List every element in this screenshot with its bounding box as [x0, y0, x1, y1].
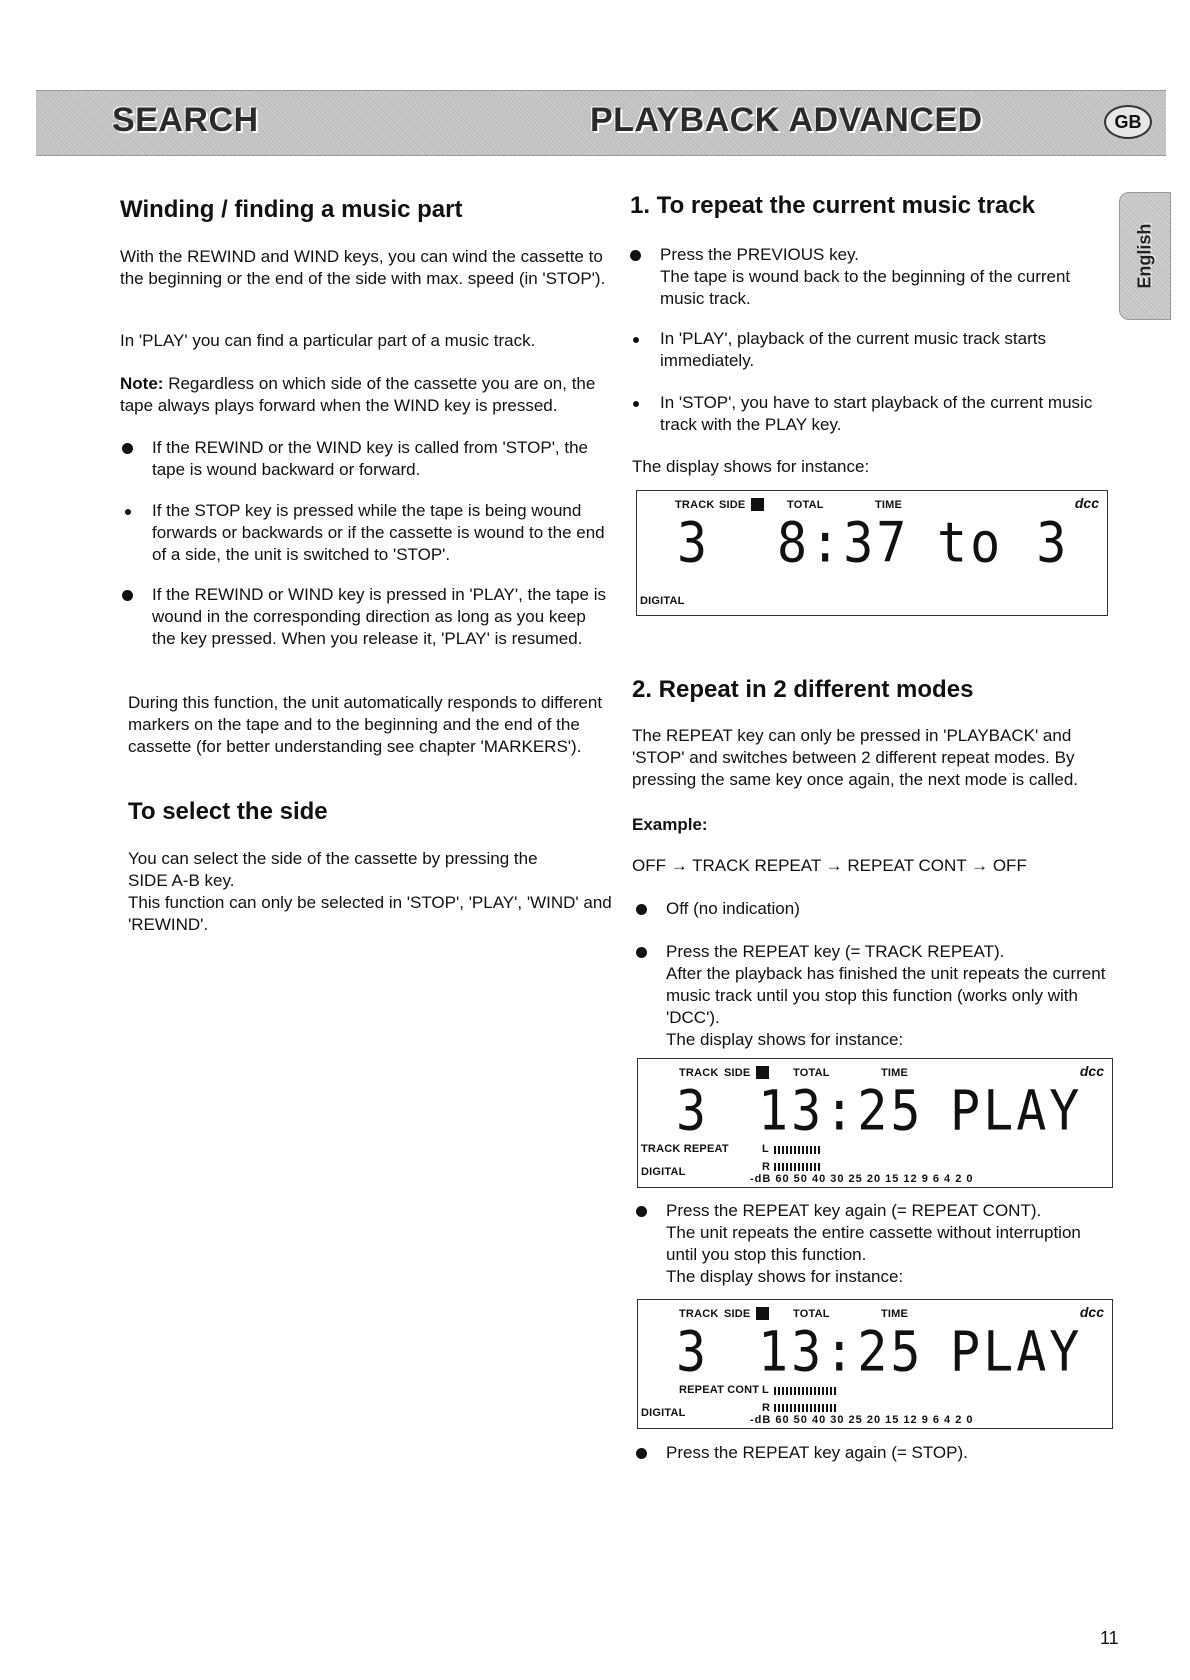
side-indicator-icon	[756, 1307, 769, 1320]
lcd-time-value: 13:25	[758, 1079, 924, 1143]
lcd-side-label: SIDE	[719, 499, 746, 511]
db-scale: -dB 60 50 40 30 25 20 15 12 9 6 4 2 0	[750, 1414, 974, 1426]
note-paragraph	[120, 373, 610, 417]
dcc-logo-icon: dcc	[1079, 1063, 1104, 1079]
note-text: Regardless on which side of the cassette you are on, the tape always plays forward when the WIND key is pressed.	[120, 374, 596, 415]
dcc-logo-icon: dcc	[1079, 1304, 1104, 1320]
lcd-track-label: TRACK	[675, 499, 715, 511]
lcd-total-label: TOTAL	[793, 1308, 830, 1320]
bullet-text: Off (no indication)	[666, 899, 800, 918]
lcd-side-label: SIDE	[724, 1067, 751, 1079]
repeat-modes-section-title: 2. Repeat in 2 different modes	[632, 676, 974, 703]
list-item	[122, 437, 612, 481]
bullet-text: Press the REPEAT key again (= REPEAT CONT).	[666, 1201, 1042, 1220]
lcd-tail-text: to 3	[937, 511, 1070, 575]
bullet-subtext: The display shows for instance:	[666, 1030, 904, 1049]
list-item	[122, 500, 612, 566]
example-label: Example:	[632, 815, 708, 834]
bullet-icon	[122, 443, 133, 454]
language-tab	[1119, 192, 1171, 320]
lcd-tail-text: PLAY	[950, 1320, 1083, 1384]
lcd-right-channel-label: R	[762, 1161, 771, 1173]
lcd-time-label: TIME	[875, 499, 903, 511]
lcd-digital-label: DIGITAL	[641, 1166, 686, 1178]
lcd-time-label: TIME	[881, 1308, 909, 1320]
lcd-track-number: 3	[677, 511, 711, 575]
lcd-time-value: 13:25	[758, 1320, 924, 1384]
bullet-icon	[636, 1448, 647, 1459]
repeat-sequence: OFF → TRACK REPEAT → REPEAT CONT → OFF	[632, 856, 1027, 875]
lcd-time-label: TIME	[881, 1067, 909, 1079]
select-side-line-3: This function can only be selected in 'STOP', 'PLAY', 'WIND' and 'REWIND'.	[128, 893, 612, 934]
lcd-mode-label: TRACK REPEAT	[641, 1143, 729, 1155]
winding-intro-paragraph: With the REWIND and WIND keys, you can wind the cassette to the beginning or the end of the side with max. speed (in 'STOP').	[120, 247, 606, 288]
select-side-paragraph	[128, 848, 618, 936]
bullet-icon	[125, 509, 131, 515]
repeat-key-paragraph: The REPEAT key can only be pressed in 'PLAYBACK' and 'STOP' and switches between 2 different repeat modes. By pressing the same key once again, the next mode is called.	[632, 726, 1079, 789]
bullet-text: Press the REPEAT key (= TRACK REPEAT).	[666, 942, 1005, 961]
list-item	[636, 898, 1106, 920]
bullet-icon	[122, 590, 133, 601]
list-item	[636, 941, 1116, 1051]
header-playback-title: PLAYBACK ADVANCED	[590, 101, 983, 139]
right-level-meter	[774, 1404, 836, 1412]
lcd-mode-label: REPEAT CONT	[679, 1384, 760, 1396]
list-item	[630, 328, 1100, 372]
lcd-tail-text: PLAY	[950, 1079, 1083, 1143]
bullet-icon	[633, 401, 639, 407]
language-tab-label: English	[1134, 223, 1155, 289]
bullet-text: If the STOP key is pressed while the tape is being wound forwards or backwards or if the cassette is wound to the end of a side, the unit is switched to 'STOP'.	[152, 501, 605, 564]
play-find-paragraph: In 'PLAY' you can find a particular part of a music track.	[120, 331, 536, 350]
bullet-icon	[630, 250, 641, 261]
lcd-track-label: TRACK	[679, 1067, 719, 1079]
bullet-text: If the REWIND or WIND key is pressed in 'PLAY', the tape is wound in the corresponding direction as long as you keep the key pressed. When you release it, 'PLAY' is resumed.	[152, 585, 606, 648]
bullet-subtext: The tape is wound back to the beginning of the current music track.	[660, 267, 1071, 308]
repeat-current-section-title: 1. To repeat the current music track	[630, 192, 1036, 219]
right-level-meter	[774, 1163, 820, 1171]
bullet-icon	[636, 1206, 647, 1217]
lcd-right-channel-label: R	[762, 1402, 771, 1414]
header-band	[36, 90, 1166, 156]
bullet-text: Press the PREVIOUS key.	[660, 245, 860, 264]
bullet-subtext: The display shows for instance:	[666, 1267, 904, 1286]
bullet-text: If the REWIND or the WIND key is called from 'STOP', the tape is wound backward or forward.	[152, 438, 589, 479]
select-side-line-2: SIDE A-B key.	[128, 871, 235, 890]
page-number: 11	[1100, 1628, 1119, 1648]
lcd-track-number: 3	[676, 1320, 710, 1384]
gb-badge: GB	[1104, 105, 1152, 139]
lcd-total-label: TOTAL	[787, 499, 824, 511]
lcd-left-channel-label: L	[762, 1384, 769, 1396]
bullet-text: In 'PLAY', playback of the current music track starts immediately.	[660, 329, 1046, 370]
lcd-display-1	[636, 490, 1108, 616]
lcd-display-2	[637, 1058, 1113, 1188]
lcd-time-value: 8:37	[777, 511, 910, 575]
markers-paragraph: During this function, the unit automatically responds to different markers on the tape and to the beginning and the end of the cassette (for better understanding see chapter 'MARKERS').	[128, 693, 603, 756]
select-side-line-1: You can select the side of the cassette by pressing the	[128, 849, 538, 868]
bullet-subtext: After the playback has finished the unit repeats the current music track until you stop this function (works only with 'DCC').	[666, 964, 1106, 1027]
note-label: Note:	[120, 374, 164, 393]
bullet-icon	[633, 337, 639, 343]
list-item	[630, 244, 1100, 310]
bullet-icon	[636, 904, 647, 915]
db-scale: -dB 60 50 40 30 25 20 15 12 9 6 4 2 0	[750, 1173, 974, 1185]
lcd-track-label: TRACK	[679, 1308, 719, 1320]
lcd-side-label: SIDE	[724, 1308, 751, 1320]
lcd-display-3	[637, 1299, 1113, 1429]
list-item	[636, 1200, 1116, 1288]
list-item	[630, 392, 1100, 436]
list-item	[122, 584, 612, 650]
header-search-title: SEARCH	[112, 101, 259, 139]
bullet-subtext: The unit repeats the entire cassette without interruption until you stop this function.	[666, 1223, 1081, 1264]
bullet-text: In 'STOP', you have to start playback of the current music track with the PLAY key.	[660, 393, 1093, 434]
side-indicator-icon	[751, 498, 764, 511]
lcd-digital-label: DIGITAL	[640, 595, 685, 607]
bullet-icon	[636, 947, 647, 958]
dcc-logo-icon: dcc	[1074, 495, 1099, 511]
side-indicator-icon	[756, 1066, 769, 1079]
lcd-total-label: TOTAL	[793, 1067, 830, 1079]
left-level-meter	[774, 1387, 836, 1395]
list-item	[636, 1442, 1116, 1464]
left-level-meter	[774, 1146, 820, 1154]
lcd-track-number: 3	[676, 1079, 710, 1143]
display-intro-1: The display shows for instance:	[632, 457, 870, 476]
lcd-left-channel-label: L	[762, 1143, 769, 1155]
bullet-text: Press the REPEAT key again (= STOP).	[666, 1443, 968, 1462]
lcd-digital-label: DIGITAL	[641, 1407, 686, 1419]
select-side-section-title: To select the side	[128, 798, 328, 825]
winding-section-title: Winding / finding a music part	[120, 196, 463, 223]
